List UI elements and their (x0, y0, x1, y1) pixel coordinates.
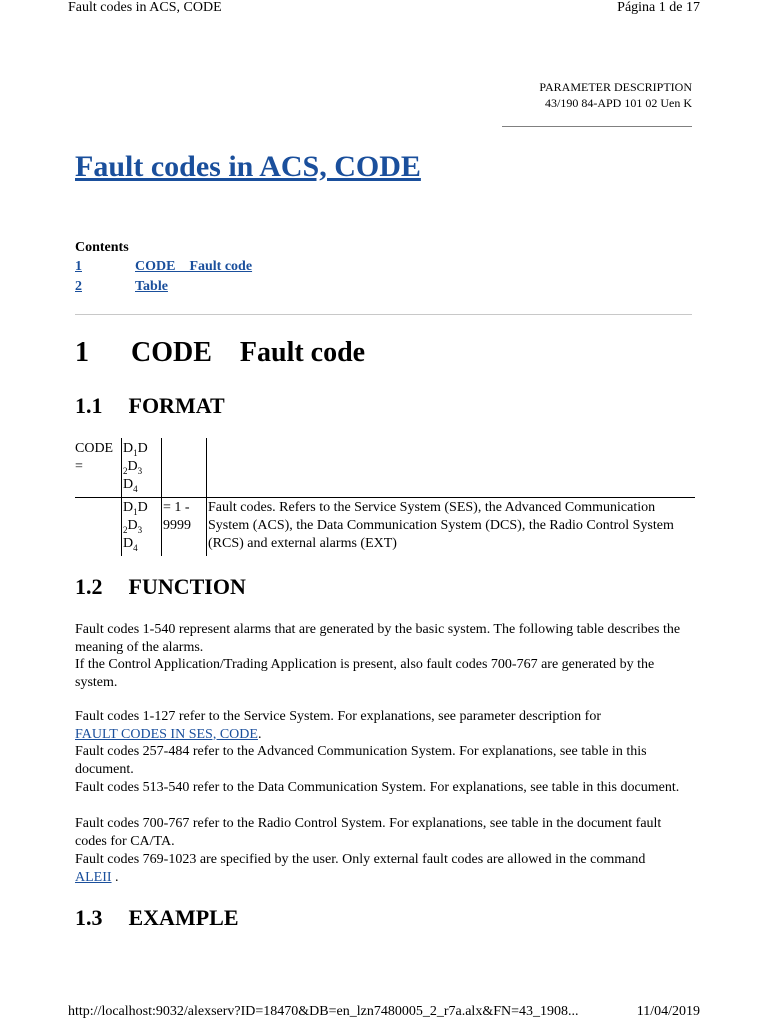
function-paragraph-1: Fault codes 1-540 represent alarms that are generated by the basic system. The following table describes the meaning of the alarms. (75, 622, 681, 655)
function-paragraph-3: Fault codes 1-127 refer to the Service System. For explanations, see parameter description for FAULT CODES IN SES, CODE. (75, 709, 602, 742)
function-paragraph-7: Fault codes 769-1023 are specified by the user. Only external fault codes are allowed in the command ALEII . (75, 852, 646, 885)
toc-item-label[interactable]: CODE Fault code (135, 259, 253, 274)
section-title: EXAMPLE (128, 905, 239, 930)
equals-sign: = (75, 459, 83, 474)
section-number: 1.1 (75, 393, 103, 418)
table-row-divider (75, 497, 695, 498)
function-paragraph-2: If the Control Application/Trading Application is present, also fault codes 700-767 are generated by the system. (75, 657, 655, 690)
code-label: CODE (75, 441, 114, 456)
toc-item-number[interactable]: 1 (75, 259, 82, 274)
page-header-title: Fault codes in ACS, CODE (68, 0, 222, 15)
value-range: = 1 - 9999 (163, 500, 191, 533)
document-title-link[interactable]: Fault codes in ACS, CODE (75, 150, 421, 183)
contents-divider (75, 314, 692, 315)
parameter-description-label: PARAMETER DESCRIPTION (539, 80, 692, 94)
section-number: 1.2 (75, 574, 103, 599)
section-number: 1.3 (75, 905, 103, 930)
parameter-description-block (539, 79, 692, 111)
fault-codes-in-ses-link[interactable]: FAULT CODES IN SES, CODE (75, 726, 258, 742)
d1d2d3d4-symbol: $D_1D$ $_2D_3$ $D_4$ (123, 500, 148, 553)
contents-heading: Contents (75, 240, 129, 255)
page-number: Página 1 de 17 (617, 0, 700, 15)
section-1-heading (75, 337, 365, 369)
toc-item-number[interactable]: 2 (75, 279, 82, 294)
format-table (75, 438, 695, 558)
section-title: FORMAT (128, 393, 225, 418)
toc-item-label[interactable]: Table (135, 279, 168, 294)
function-paragraph-6: Fault codes 700-767 refer to the Radio Control System. For explanations, see table in the document fault codes for CA/TA. (75, 816, 662, 849)
section-title: CODE Fault code (131, 337, 366, 368)
section-1-3-heading (75, 905, 239, 931)
function-paragraph-4: Fault codes 257-484 refer to the Advanced Communication System. For explanations, see table in this document. (75, 744, 647, 777)
d1d2d3d4-symbol: $D_1D$ $_2D_3$ $D_4$ (123, 441, 148, 494)
section-title: FUNCTION (128, 574, 246, 599)
aleii-command-link[interactable]: ALEII (75, 869, 112, 885)
header-divider (502, 126, 692, 127)
fault-code-description: Fault codes. Refers to the Service System (SES), the Advanced Communication System (ACS), the Data Communication System (DCS), the Radio Control System (RCS) and external alarms (EXT) (208, 500, 674, 551)
footer-url: http://localhost:9032/alexserv?ID=18470&DB=en_lzn7480005_2_r7a.alx&FN=43_1908... (68, 1004, 579, 1019)
section-1-2-heading (75, 574, 246, 600)
section-1-1-heading (75, 393, 225, 419)
function-paragraph-5: Fault codes 513-540 refer to the Data Communication System. For explanations, see table in this document. (75, 780, 680, 795)
section-number: 1 (75, 337, 89, 368)
document-number: 43/190 84-APD 101 02 Uen K (545, 96, 692, 110)
footer-date: 11/04/2019 (636, 1004, 700, 1019)
